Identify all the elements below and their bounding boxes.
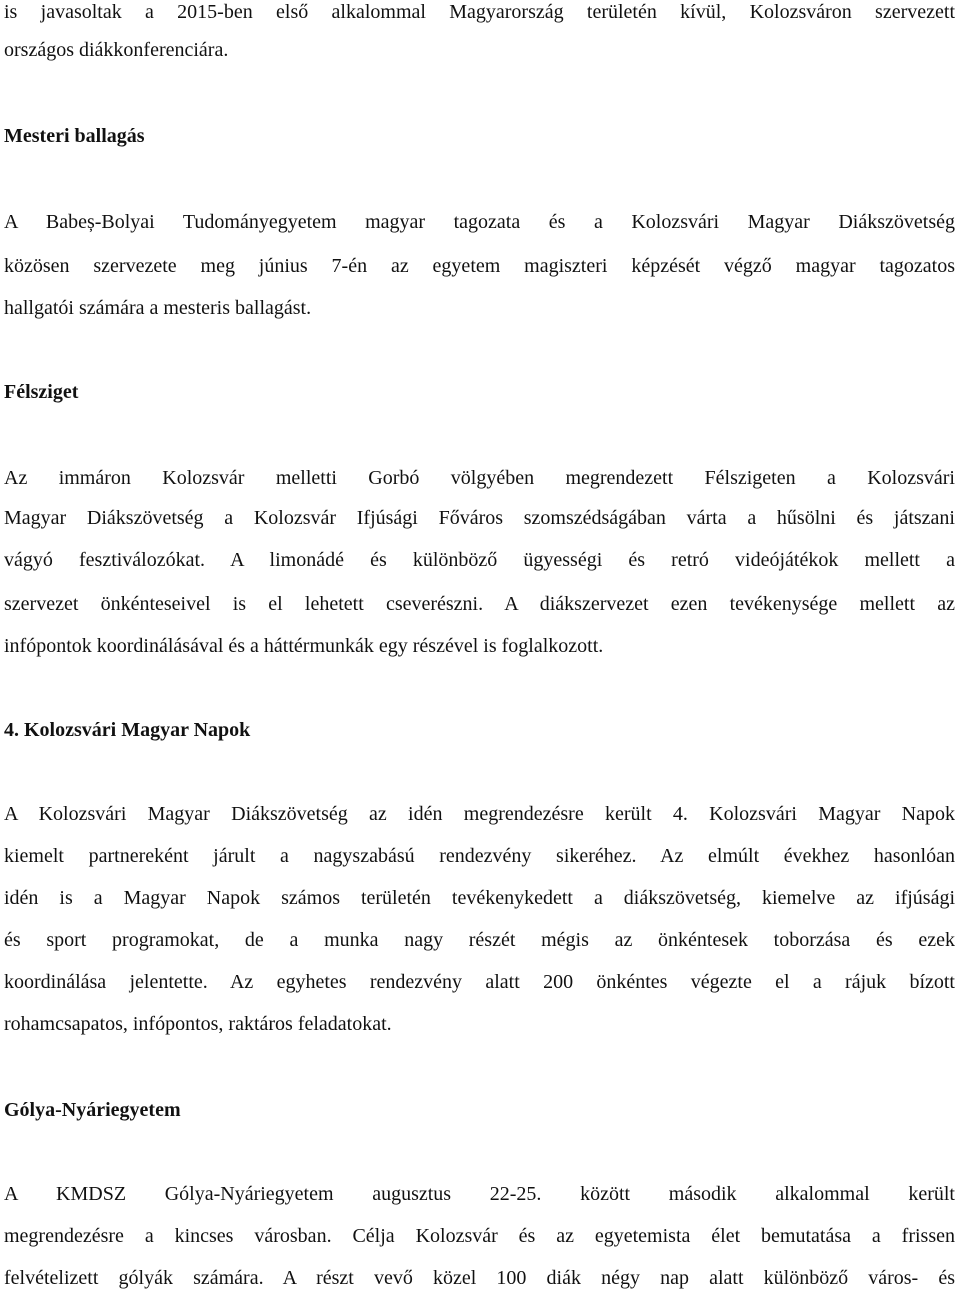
intro-line-2: országos diákkonferenciára. [4,39,229,61]
paragraph-line: koordinálása jelentette. Az egyhetes rendezvény alatt 200 önkéntes végezte el a rájuk bízott [4,971,955,993]
paragraph-line: szervezet önkénteseivel is el lehetett cseverészni. A diákszervezet ezen tevékenysége mellett az [4,593,955,615]
section-heading-mesteri: Mesteri ballagás [4,125,145,147]
paragraph-line: és sport programokat, de a munka nagy részét mégis az önkéntesek toborzása és ezek [4,929,955,951]
paragraph-line: idén is a Magyar Napok számos területén tevékenykedett a diákszövetség, kiemelve az ifjúsági [4,887,955,909]
paragraph-line: megrendezésre a kincses városban. Célja Kolozsvár és az egyetemista élet bemutatása a frissen [4,1225,955,1247]
paragraph-line: rohamcsapatos, infópontos, raktáros feladatokat. [4,1013,392,1035]
paragraph-line: infópontok koordinálásával és a háttérmunkák egy részével is foglalkozott. [4,635,604,657]
paragraph-line: Magyar Diákszövetség a Kolozsvár Ifjúsági Főváros szomszédságában várta a hűsölni és játszani [4,507,955,529]
paragraph-line: Az immáron Kolozsvár melletti Gorbó völgyében megrendezett Félszigeten a Kolozsvári [4,467,955,489]
paragraph-line: A KMDSZ Gólya-Nyáriegyetem augusztus 22-25. között második alkalommal került [4,1183,955,1205]
paragraph-line: közösen szervezete meg június 7-én az egyetem magiszteri képzését végző magyar tagozatos [4,255,955,277]
section-heading-magyar-napok: 4. Kolozsvári Magyar Napok [4,719,251,741]
paragraph-line: A Kolozsvári Magyar Diákszövetség az idén megrendezésre került 4. Kolozsvári Magyar Napok [4,803,955,825]
intro-line-1: is javasoltak a 2015-ben első alkalommal Magyarország területén kívül, Kolozsváron szervezett [4,1,955,23]
paragraph-line: felvételizett gólyák számára. A részt vevő közel 100 diák négy nap alatt különböző város- és [4,1267,955,1289]
section-heading-golya: Gólya-Nyáriegyetem [4,1099,181,1121]
paragraph-line: A Babeș-Bolyai Tudományegyetem magyar tagozata és a Kolozsvári Magyar Diákszövetség [4,211,955,233]
paragraph-line: vágyó fesztiválozókat. A limonádé és különböző ügyességi és retró videójátékok mellett a [4,549,955,571]
paragraph-line: kiemelt partnereként járult a nagyszabású rendezvény sikeréhez. Az elmúlt évekhez hasonlóan [4,845,955,867]
section-heading-felsziget: Félsziget [4,381,79,403]
paragraph-line: hallgatói számára a mesteris ballagást. [4,297,312,319]
